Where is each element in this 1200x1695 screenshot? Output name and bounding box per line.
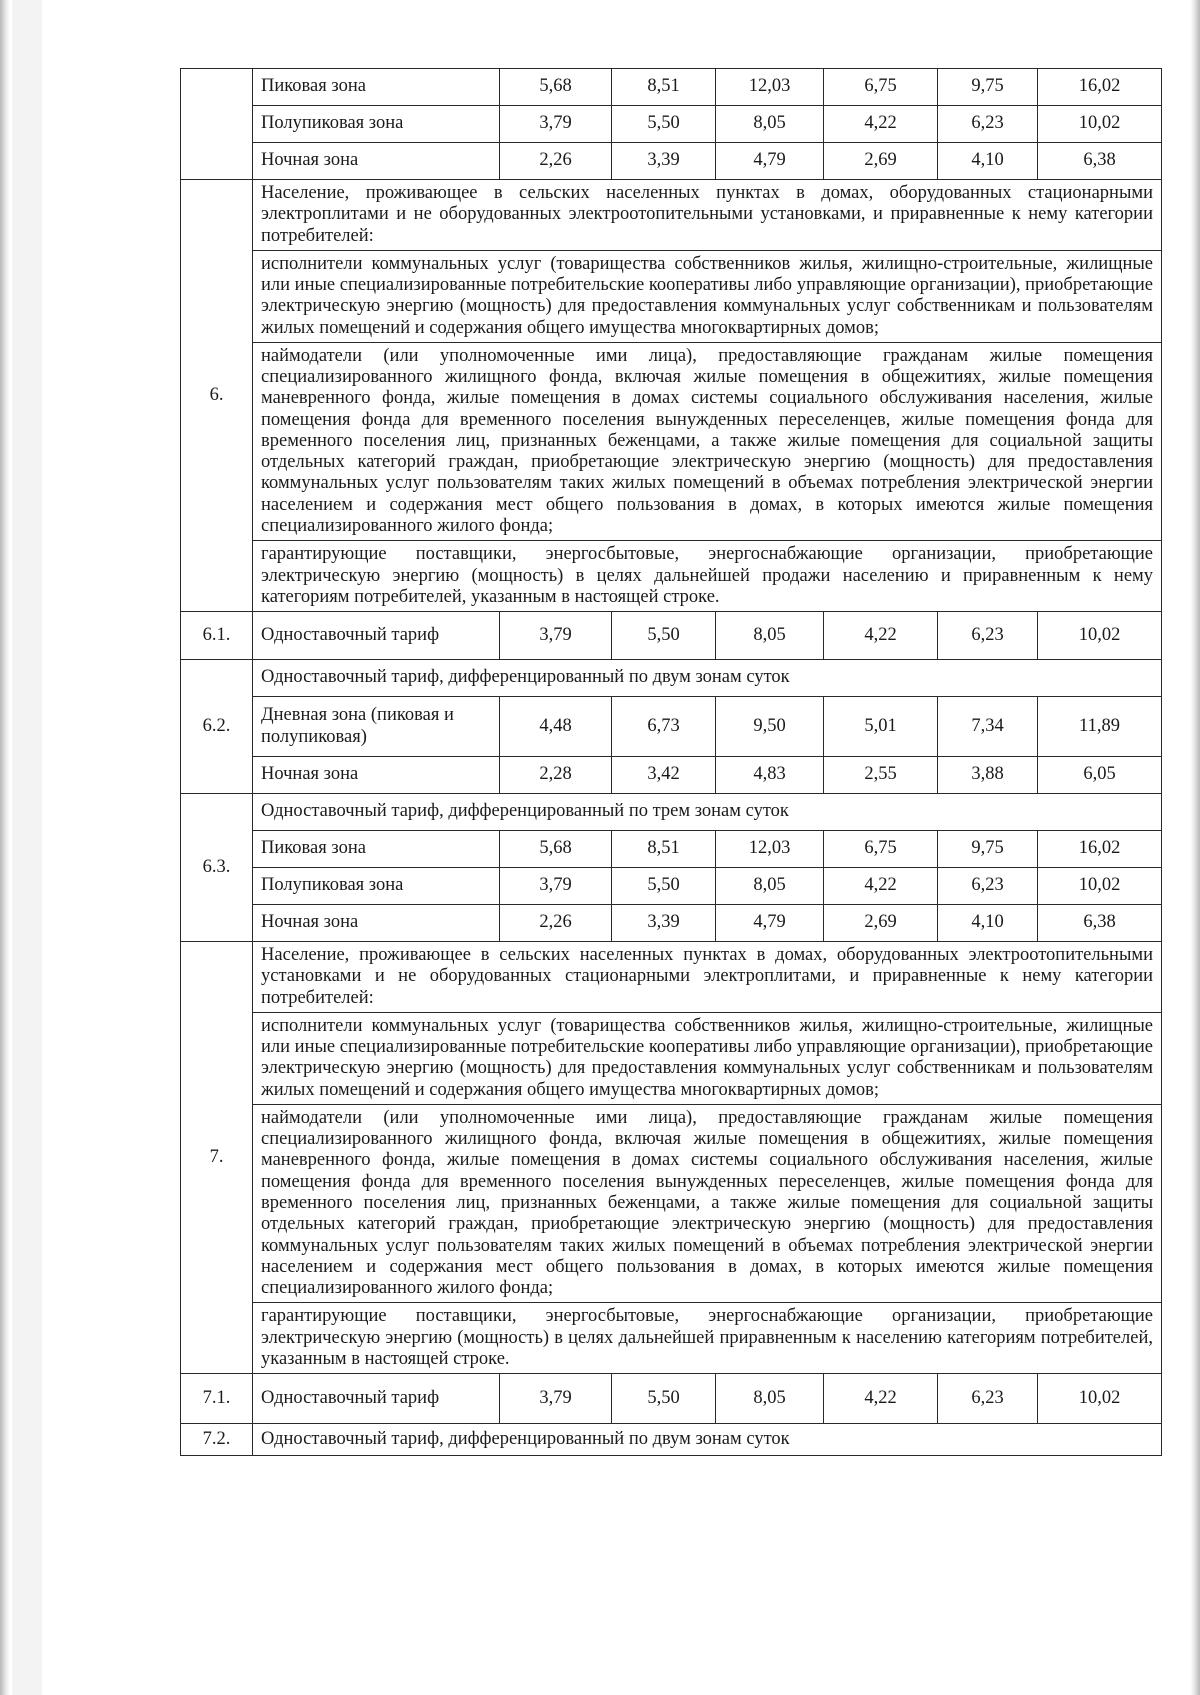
row-number: 7.2. <box>181 1424 253 1456</box>
tariff-value: 5,50 <box>612 1374 716 1424</box>
tariff-value: 6,38 <box>1038 905 1162 942</box>
row-number-cell <box>181 69 253 180</box>
zone-label: Ночная зона <box>253 143 500 180</box>
tariff-value: 5,68 <box>500 831 612 868</box>
tariff-value: 10,02 <box>1038 1374 1162 1424</box>
row-number: 6. <box>181 180 253 612</box>
table-row <box>181 1012 1162 1104</box>
zone-label: Пиковая зона <box>253 69 500 106</box>
table-row <box>181 1104 1162 1302</box>
tariff-value: 2,26 <box>500 143 612 180</box>
section-paragraph: гарантирующие поставщики, энергосбытовые, энергоснабжающие организации, приобретающие электрическую энергию (мощность) в целях дальнейшей приравненным к населению категориям потребителей, указанным в настоящей строке. <box>253 1303 1162 1374</box>
tariff-label: Одноставочный тариф <box>253 612 500 660</box>
tariff-value: 5,50 <box>612 106 716 143</box>
table-row <box>181 831 1162 868</box>
tariff-value: 2,69 <box>824 143 938 180</box>
tariff-value: 4,48 <box>500 697 612 757</box>
tariff-value: 6,75 <box>824 831 938 868</box>
row-number: 6.2. <box>181 660 253 794</box>
tariff-value: 4,79 <box>716 143 824 180</box>
tariff-value: 4,22 <box>824 868 938 905</box>
table-row <box>181 342 1162 540</box>
tariff-value: 10,02 <box>1038 106 1162 143</box>
tariff-value: 5,01 <box>824 697 938 757</box>
section-paragraph: наймодатели (или уполномоченные ими лица), предоставляющие гражданам жилые помещения специализированного жилищного фонда, включая жилые помещения в общежитиях, жилые помещения маневренного фонда, жилые помещения в домах системы социального обслуживания населения, жилые помещения фонда для временного поселения вынужденных переселенцев, жилые помещения фонда для временного поселения лиц, признанных беженцами, а также жилые помещения для социальной защиты отдельных категорий граждан, приобретающие электрическую энергию (мощность) для предоставления коммунальных услуг пользователям таких жилых помещений в объемах потребления электрической энергии населением и содержания мест общего пользования в домах, в которых имеются жилые помещения специализированного жилого фонда; <box>253 342 1162 540</box>
table-row <box>181 1303 1162 1374</box>
tariff-value: 12,03 <box>716 831 824 868</box>
tariff-value: 3,39 <box>612 905 716 942</box>
table-row <box>181 794 1162 831</box>
tariff-value: 4,22 <box>824 612 938 660</box>
tariff-value: 3,79 <box>500 106 612 143</box>
table-row <box>181 541 1162 612</box>
row-number: 7.1. <box>181 1374 253 1424</box>
tariff-value: 16,02 <box>1038 69 1162 106</box>
tariff-value: 10,02 <box>1038 612 1162 660</box>
tariff-value: 6,23 <box>938 612 1038 660</box>
tariff-value: 5,50 <box>612 868 716 905</box>
tariff-value: 4,83 <box>716 757 824 794</box>
subsection-header: Одноставочный тариф, дифференцированный по двум зонам суток <box>253 1424 1162 1456</box>
tariff-value: 4,22 <box>824 1374 938 1424</box>
section-paragraph: исполнители коммунальных услуг (товарищества собственников жилья, жилищно-строительные, жилищные или иные специализированные потребительские кооперативы либо управляющие организации), приобретающие электрическую энергию (мощность) для предоставления коммунальных услуг собственникам и пользователям жилых помещений и содержания общего имущества многоквартирных домов; <box>253 250 1162 342</box>
table-row <box>181 250 1162 342</box>
zone-label: Ночная зона <box>253 905 500 942</box>
table-row <box>181 180 1162 251</box>
tariff-value: 6,23 <box>938 868 1038 905</box>
scan-margin-shadow <box>12 0 42 1695</box>
tariff-value: 12,03 <box>716 69 824 106</box>
tariff-value: 2,55 <box>824 757 938 794</box>
section-paragraph: наймодатели (или уполномоченные ими лица), предоставляющие гражданам жилые помещения специализированного жилищного фонда, включая жилые помещения в общежитиях, жилые помещения маневренного фонда, жилые помещения в домах системы социального обслуживания населения, жилые помещения фонда для временного поселения вынужденных переселенцев, жилые помещения фонда для временного поселения лиц, признанных беженцами, а также жилые помещения для социальной защиты отдельных категорий граждан, приобретающие электрическую энергию (мощность) для предоставления коммунальных услуг пользователям таких жилых помещений в объемах потребления электрической энергии населением и содержания мест общего пользования в домах, в которых имеются жилые помещения специализированного жилого фонда; <box>253 1104 1162 1302</box>
tariff-value: 6,05 <box>1038 757 1162 794</box>
table-row <box>181 1374 1162 1424</box>
section-paragraph: исполнители коммунальных услуг (товарищества собственников жилья, жилищно-строительные, жилищные или иные специализированные потребительские кооперативы либо управляющие организации), приобретающие электрическую энергию (мощность) для предоставления коммунальных услуг собственникам и пользователям жилых помещений и содержания общего имущества многоквартирных домов; <box>253 1012 1162 1104</box>
tariff-value: 8,05 <box>716 612 824 660</box>
zone-label: Пиковая зона <box>253 831 500 868</box>
tariff-table <box>180 68 1162 1456</box>
tariff-value: 16,02 <box>1038 831 1162 868</box>
scan-left-edge <box>0 0 10 1695</box>
tariff-value: 2,69 <box>824 905 938 942</box>
table-row <box>181 143 1162 180</box>
tariff-value: 8,51 <box>612 69 716 106</box>
table-row <box>181 69 1162 106</box>
tariff-value: 8,05 <box>716 106 824 143</box>
tariff-value: 9,75 <box>938 831 1038 868</box>
tariff-value: 2,26 <box>500 905 612 942</box>
zone-label: Дневная зона (пиковая и полупиковая) <box>253 697 500 757</box>
table-row <box>181 612 1162 660</box>
tariff-value: 3,79 <box>500 868 612 905</box>
subsection-header: Одноставочный тариф, дифференцированный по двум зонам суток <box>253 660 1162 697</box>
tariff-value: 5,68 <box>500 69 612 106</box>
table-row <box>181 942 1162 1013</box>
scan-right-edge <box>1190 0 1200 1695</box>
row-number: 6.3. <box>181 794 253 942</box>
tariff-value: 9,50 <box>716 697 824 757</box>
tariff-value: 6,23 <box>938 106 1038 143</box>
tariff-label: Одноставочный тариф <box>253 1374 500 1424</box>
row-number: 7. <box>181 942 253 1374</box>
tariff-value: 3,42 <box>612 757 716 794</box>
table-row <box>181 697 1162 757</box>
table-row <box>181 905 1162 942</box>
section-paragraph: Население, проживающее в сельских населенных пунктах в домах, оборудованных стационарными электроплитами и не оборудованных электроотопительными установками, и приравненные к нему категории потребителей: <box>253 180 1162 251</box>
table-row <box>181 868 1162 905</box>
table-row <box>181 757 1162 794</box>
table-row <box>181 1424 1162 1456</box>
tariff-value: 4,79 <box>716 905 824 942</box>
subsection-header: Одноставочный тариф, дифференцированный по трем зонам суток <box>253 794 1162 831</box>
tariff-value: 5,50 <box>612 612 716 660</box>
tariff-value: 10,02 <box>1038 868 1162 905</box>
row-number: 6.1. <box>181 612 253 660</box>
tariff-value: 3,88 <box>938 757 1038 794</box>
zone-label: Полупиковая зона <box>253 868 500 905</box>
tariff-value: 8,05 <box>716 1374 824 1424</box>
tariff-value: 7,34 <box>938 697 1038 757</box>
zone-label: Ночная зона <box>253 757 500 794</box>
tariff-value: 4,10 <box>938 143 1038 180</box>
section-paragraph: гарантирующие поставщики, энергосбытовые, энергоснабжающие организации, приобретающие электрическую энергию (мощность) в целях дальнейшей продажи населению и приравненным к нему категориям потребителей, указанным в настоящей строке. <box>253 541 1162 612</box>
tariff-value: 2,28 <box>500 757 612 794</box>
zone-label: Полупиковая зона <box>253 106 500 143</box>
tariff-value: 6,38 <box>1038 143 1162 180</box>
tariff-value: 6,73 <box>612 697 716 757</box>
tariff-value: 8,51 <box>612 831 716 868</box>
tariff-value: 11,89 <box>1038 697 1162 757</box>
tariff-value: 6,23 <box>938 1374 1038 1424</box>
tariff-value: 4,22 <box>824 106 938 143</box>
table-row <box>181 660 1162 697</box>
tariff-value: 3,79 <box>500 1374 612 1424</box>
section-paragraph: Население, проживающее в сельских населенных пунктах в домах, оборудованных электроотопительными установками и не оборудованных стационарными электроплитами, и приравненные к нему категории потребителей: <box>253 942 1162 1013</box>
tariff-value: 4,10 <box>938 905 1038 942</box>
tariff-value: 8,05 <box>716 868 824 905</box>
tariff-value: 9,75 <box>938 69 1038 106</box>
tariff-value: 3,39 <box>612 143 716 180</box>
tariff-value: 6,75 <box>824 69 938 106</box>
table-row <box>181 106 1162 143</box>
tariff-value: 3,79 <box>500 612 612 660</box>
